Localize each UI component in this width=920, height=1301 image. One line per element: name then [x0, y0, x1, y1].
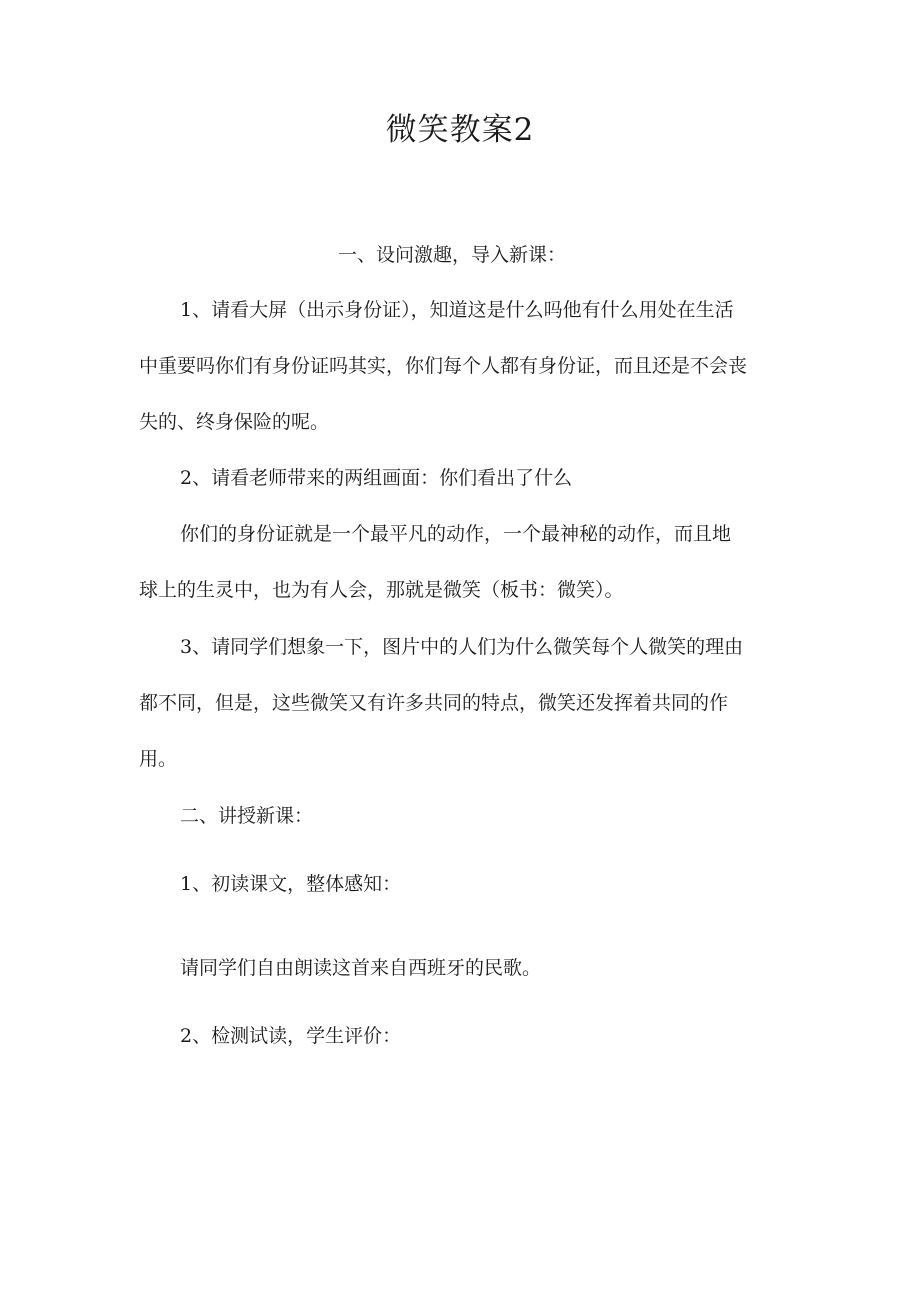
- list-item-1: 1、初读课文，整体感知：: [180, 873, 402, 895]
- section-heading-1: 一、设问激趣，导入新课：: [338, 244, 567, 266]
- paragraph-4-line-2: 都不同，但是，这些微笑又有许多共同的特点，微笑还发挥着共同的作: [139, 692, 729, 714]
- paragraph-1-line-1: 1、请看大屏（出示身份证），知道这是什么吗他有什么用处在生活: [180, 299, 734, 321]
- paragraph-1-line-3: 失的、终身保险的呢。: [139, 411, 330, 433]
- paragraph-1-line-2: 中重要吗你们有身份证吗其实，你们每个人都有身份证，而且还是不会丧: [139, 355, 748, 377]
- list-item-1-text: 请同学们自由朗读这首来自西班牙的民歌。: [180, 957, 542, 979]
- paragraph-3-line-1: 你们的身份证就是一个最平凡的动作，一个最神秘的动作，而且地: [180, 523, 732, 545]
- document-title: 微笑教案2: [385, 112, 535, 148]
- list-item-2: 2、检测试读，学生评价：: [180, 1025, 402, 1047]
- section-heading-2: 二、讲授新课：: [180, 805, 314, 827]
- paragraph-2-line-1: 2、请看老师带来的两组画面：你们看出了什么: [180, 467, 573, 489]
- paragraph-4-line-3: 用。: [139, 748, 178, 770]
- paragraph-3-line-2: 球上的生灵中，也为有人会，那就是微笑（板书：微笑）。: [139, 579, 624, 601]
- paragraph-4-line-1: 3、请同学们想象一下，图片中的人们为什么微笑每个人微笑的理由: [180, 636, 744, 658]
